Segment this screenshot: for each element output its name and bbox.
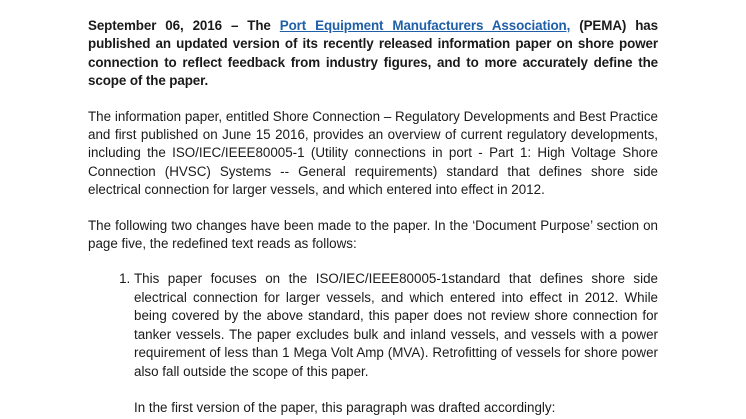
note-paragraph: In the first version of the paper, this paragraph was drafted accordingly: — [134, 399, 556, 415]
lead-dash: – The — [221, 18, 280, 33]
body-paragraph-2: The following two changes have been made to the paper. In the ‘Document Purpose’ section on page five, the redefined text reads as follows: — [88, 217, 658, 252]
pema-link[interactable]: Port Equipment Manufacturers Association, — [279, 18, 571, 33]
list-item: 1. This paper focuses on the ISO/IEC/IEEE80005-1standard that defines shore side electrical connection for larger vessels, and which entered into effect in 2012. While being covered by the above standard, this paper does not review shore connection for tanker vessels. The paper excludes bulk and inland vessels, and vessels with a power requirement of less than 1 Mega Volt Amp (MVA). Retrofitting of vessels for shore power also fall outside the scope of this paper. — [134, 270, 658, 380]
document-page — [88, 17, 658, 417]
lead-rest: (PEMA) has published an updated version of its recently released information paper on shore power connection to reflect feedback from industry figures, and to more accurately define the scope of the paper. — [88, 18, 658, 89]
numbered-list — [88, 270, 658, 380]
lead-paragraph — [88, 17, 658, 91]
body-paragraph-1: The information paper, entitled Shore Connection – Regulatory Developments and Best Practice and first published on June 15 2016, provides an overview of current regulatory developments, including the ISO/IEC/IEEE80005-1 (Utility connections in port - Part 1: High Voltage Shore Connection (HVSC) Systems -- General requirements) standard that defines shore side electrical connection for larger vessels, and which entered into effect in 2012. — [88, 108, 658, 198]
press-date: September 06, 2016 — [88, 18, 222, 33]
